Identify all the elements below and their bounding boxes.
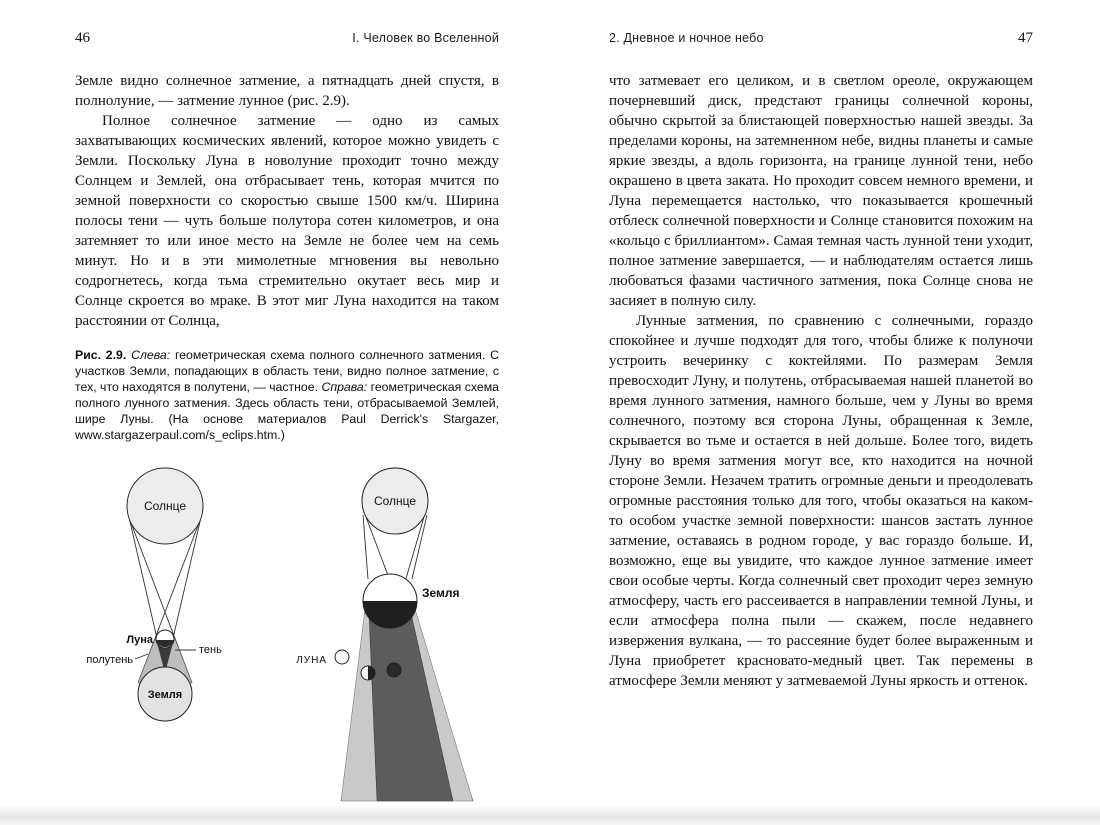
caption-right-text: геометрическая схема полного лунного затмения. Здесь область тени, отбрасываемой Землей, шире Луны. (На основе материалов Paul Derrick's Stargazer, www.stargazerpaul.com/s_eclips.htm.)	[75, 380, 499, 442]
paragraph-right-2: Лунные затмения, по сравнению с солнечными, гораздо спокойнее и лучше подходят для того, чтобы ближе к полуночи устроить вечеринку с коктейлями. По размерам Земля превосходит Луну, и полутень, отбрасываемая нашей планетой во время лунного затмения, намного больше, чем у Луны во время солнечного, поэтому вся сторона Луны, обращенная к Земле, скрывается во тьме и остается в ней дольше. Более того, видеть Луну во время затмения могут все, кто находится на ночной стороне Земли. Незачем тратить огромные деньги и преодолевать огромные расстояния только для того, чтобы оказаться на каком-то особом участке земной поверхности: шансов застать лунное затмение, оставаясь в родном городе, у вас гораздо больше. И, возможно, еще вы увидите, что каждое лунное затмение имеет свои особые черты. Когда солнечный свет проходит через земную атмосферу, часть его рассеивается в направлении темной Луны, и если атмосфера полна пыли — скажем, после недавнего извержения вулкана, — то рассеяние будет более выраженным и Луна приобретет красновато-медный цвет. Так перемены в атмосфере Земли меняют у затмеваемой Луны яркость и оттенок.	[609, 313, 1033, 689]
caption-right-marker: Справа:	[321, 380, 368, 394]
umbra-label: тень	[199, 644, 222, 656]
page-number-right: 47	[1018, 30, 1033, 46]
moon-position-umbra	[387, 663, 401, 677]
body-text-right	[609, 71, 1033, 691]
running-header-left	[75, 30, 499, 47]
running-head-left: I. Человек во Вселенной	[352, 31, 499, 45]
body-text-left	[75, 71, 499, 331]
sun-label: Солнце	[373, 494, 417, 508]
page-number-left: 46	[75, 30, 90, 46]
penumbra-label: полутень	[86, 654, 133, 666]
running-header-right	[609, 30, 1033, 47]
moon-label: Луна	[126, 634, 153, 646]
caption-left-marker: Слева:	[131, 348, 171, 362]
paragraph-right-1: что затмевает его целиком, и в светлом ореоле, окружающем почерневший диск, предстают границы солнечной короны, обычно скрытой за блистающей поверхностью нашей звезды. За пределами короны, на затемненном небе, видны планеты и самые яркие звезды, а вдоль горизонта, на границе лунной тени, небо окрашено в цвета заката. Но проходит совсем немного времени, и Луна перемещается настолько, что показывается крошечный отблеск солнечной поверхности и Солнце становится похожим на «кольцо с бриллиантом». Самая темная часть лунной тени уходит, полное затмение завершается, — и наблюдателям остается лишь любоваться фазами частичного затмения, пока Солнце снова не засияет в полную силу.	[609, 73, 1033, 309]
paragraph-left-2: Полное солнечное затмение — одно из самых захватывающих космических явлений, которое можно увидеть с Земли. Поскольку Луна в новолуние проходит точно между Солнцем и Землей, она отбрасывает тень, которая мчится по земной поверхности со скоростью свыше 1500 км/ч. Ширина полосы тени — чуть больше полутора сотен километров, и она затемняет то или иное место на Земле не более чем на семь минут. Но и в эти мимолетные мгновения вы невольно содрогнетесь, когда тьма стремительно окутает весь мир и Солнце скроется во мраке. В этот миг Луна находится на таком расстоянии от Солнца,	[75, 113, 499, 329]
caption-left-text: геометрическая схема полного солнечного затмения. С участков Земли, попадающих в область тени, видно полное затмение, с тех, что находятся в полутени, — частное.	[75, 348, 500, 394]
paragraph-left-1: Земле видно солнечное затмение, а пятнадцать дней спустя, в полнолуние, — затмение лунное (рис. 2.9).	[75, 73, 499, 109]
page-right	[609, 30, 1033, 691]
lunar-eclipse-diagram	[296, 468, 473, 801]
page-left	[75, 30, 499, 806]
earth-label: Земля	[147, 689, 183, 701]
caption-label: Рис. 2.9.	[75, 348, 127, 362]
penumbra-leader-line	[135, 654, 148, 659]
page-bottom-edge	[0, 805, 1100, 825]
running-head-right: 2. Дневное и ночное небо	[609, 31, 764, 45]
earth-label: Земля	[422, 586, 460, 600]
moon-position-outside	[335, 650, 349, 664]
solar-eclipse-diagram	[86, 468, 222, 721]
eclipse-diagrams	[75, 461, 499, 806]
moon-label: ЛУНА	[296, 655, 327, 666]
figure-2-9	[75, 461, 499, 806]
light-ray	[363, 515, 368, 579]
figure-caption	[75, 347, 499, 443]
sun-label: Солнце	[143, 499, 187, 513]
